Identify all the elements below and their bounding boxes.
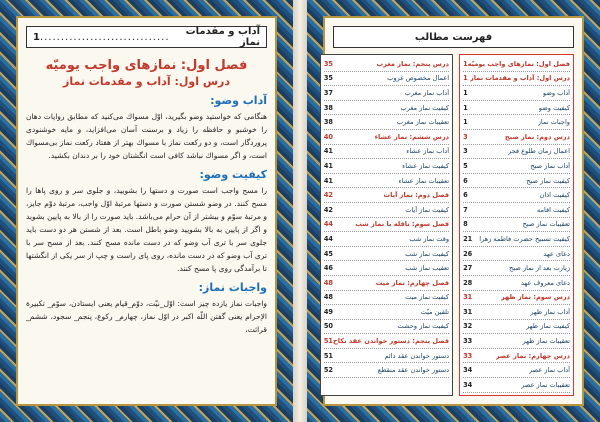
toc-entry-page: 5 xyxy=(463,161,468,170)
toc-entry[interactable] xyxy=(463,363,570,378)
toc-entry-title: فصل سوم: نافله با نماز شب xyxy=(355,220,450,229)
toc-entry-page: 1 xyxy=(463,118,468,127)
page-header-dots: ............................... xyxy=(39,31,170,43)
toc-entry[interactable] xyxy=(463,276,570,291)
toc-entry-page: 38 xyxy=(323,103,333,112)
toc-entry[interactable] xyxy=(324,72,449,87)
toc-entry-page: 38 xyxy=(323,118,333,127)
lesson-content xyxy=(26,54,267,396)
toc-entry-page: 37 xyxy=(323,88,333,97)
toc-entry[interactable] xyxy=(463,232,570,247)
toc-entry[interactable] xyxy=(463,247,570,262)
toc-entry-title: تعقيبات نماز ظهر xyxy=(522,337,570,346)
toc-entry-page: 28 xyxy=(463,278,473,287)
toc-entry[interactable] xyxy=(324,232,449,247)
toc-entry[interactable] xyxy=(324,305,449,320)
toc-entry[interactable] xyxy=(324,276,449,291)
toc-entry[interactable] xyxy=(463,115,570,130)
toc-entry[interactable] xyxy=(324,174,449,189)
toc-entry[interactable] xyxy=(463,203,570,218)
section-text-prayer-obligations: واجبات نماز يازده چيز است: اوّل_نيّت، دوّم_قيام يعنی ايستادن، سوّم_ تكبيرة الإحرام يعنی گفتن اللّه اكبر در اوّل نماز، چهارم_ ركوع، پنجم_ سجود، ششم_ قرائت، xyxy=(26,299,267,334)
toc-entry-title: آداب نماز عصر xyxy=(528,366,570,375)
toc-entry[interactable] xyxy=(324,130,449,145)
toc-entry[interactable] xyxy=(324,57,449,72)
toc-entry-page: 50 xyxy=(323,322,333,331)
toc-entry-title: آداب نماز عشاء xyxy=(406,147,450,156)
toc-entry-title: كيفيت نماز آيات xyxy=(405,205,450,214)
toc-entry-title: تلقين ميّت xyxy=(420,307,450,316)
toc-entry-title: آداب نماز ظهر xyxy=(530,307,570,316)
toc-entry-title: دعای معروف عهد xyxy=(520,278,570,287)
toc-entry-title: تعقيبات نماز مغرب xyxy=(396,118,450,127)
toc-entry-title: تعقيبات نماز عصر xyxy=(521,380,570,389)
toc-entry[interactable] xyxy=(324,363,449,378)
toc-entry-page: 3 xyxy=(463,147,468,156)
toc-entry-title: كيفيت اذان xyxy=(539,191,570,200)
toc-entry-title: دستور خواندن عقد دائم xyxy=(384,351,450,360)
toc-entry[interactable] xyxy=(324,115,449,130)
toc-entry[interactable] xyxy=(463,130,570,145)
toc-entry-title: كيفيت نماز وحشت xyxy=(397,322,450,331)
toc-entry-page: 7 xyxy=(463,205,468,214)
toc-entry-page: 35 xyxy=(323,74,333,83)
toc-entry-page: 34 xyxy=(463,380,473,389)
toc-entry-title: تعقيب نماز شب xyxy=(405,264,450,273)
toc-entry-title: كيفيت نماز ظهر xyxy=(526,322,570,331)
toc-entry[interactable] xyxy=(324,86,449,101)
toc-entry[interactable] xyxy=(324,145,449,160)
toc-entry-page: 41 xyxy=(323,161,333,170)
toc-entry-page: 31 xyxy=(463,293,473,302)
toc-entry[interactable] xyxy=(463,291,570,306)
toc-entry-page: 31 xyxy=(463,307,473,316)
toc-entry-title: زيارت بعد از نماز صبح xyxy=(509,264,570,273)
toc-entry[interactable] xyxy=(324,159,449,174)
toc-entry[interactable] xyxy=(324,218,449,233)
toc-entry-page: 1 xyxy=(463,59,468,68)
toc-column-left xyxy=(320,54,453,396)
section-title-wudu-method: كيفيت وضو: xyxy=(199,168,267,181)
toc-entry-page: 1 xyxy=(463,88,468,97)
section-text-wudu-etiquette: هنگامی كه خواستيد وضو بگيريد، اوّل مسواك می‌كنيد كه مطابق روايات دهان را خوشبو و حافظه را زياد و برسنت آسان می‌افزايد، و مايه خوشنودی پروردگار است، و دو ركعت نماز با مسواك بهتر از هفتاد ركعت نماز بی‌مسواك است، و اگر مسواك نباشد كافی است انگشتان خود را بر دندان بكشيد. xyxy=(26,112,267,160)
toc-entry-title: فصل پنجم: دستور خواندن عقد نكاح xyxy=(333,337,450,346)
section-text-wudu-method: را مسح واجب است صورت و دستها را بشوييد، و جلوی سر و روی پاها را مسح كنند. در وضو شستن صورت و دستها مرتبهٔ اوّل واجب، مرتبهٔ دوّم جايز، و مرتبهٔ سوّم و بيشتر از آن حرام می‌باشد. بايد صورت را از بالا به پايين بشويد و اگر از پايين به بالا بشوييد وضو باطل است. بعد از شستن هر دو دست بايد جلوی سر با تری آب وضو كه در دست مانده مسح كنند. بعد از مسح سر با تری آب وضو كه در دست مانده، روی پای راست و چپ از سر يكی از انگشتها تا برآمدگی روی پا مسح كنند. xyxy=(26,186,267,273)
toc-entry[interactable] xyxy=(324,247,449,262)
toc-entry[interactable] xyxy=(463,174,570,189)
toc-entry-title: كيفيت نماز مغرب xyxy=(400,103,450,112)
toc-entry-title: درس اول: آداب و مقدمات نماز xyxy=(469,74,570,83)
toc-entry-title: آداب وضو xyxy=(542,88,570,97)
toc-entry-page: 45 xyxy=(323,249,333,258)
toc-entry-title: دعای عهد xyxy=(543,249,570,258)
toc-entry-title: اعمال مخصوص غروب xyxy=(387,74,450,83)
toc-entry[interactable] xyxy=(463,305,570,320)
toc-entry[interactable] xyxy=(324,334,449,349)
toc-entry-page: 8 xyxy=(463,220,468,229)
toc-entry[interactable] xyxy=(463,334,570,349)
section-title-prayer-obligations: واجبات نماز: xyxy=(198,281,267,294)
toc-title: فهرست مطالب xyxy=(414,31,493,43)
toc-entry[interactable] xyxy=(324,291,449,306)
toc-entry-page: 27 xyxy=(463,264,473,273)
toc-entry-title: فصل دوم: نماز آيات xyxy=(383,191,450,200)
toc-entry[interactable] xyxy=(463,188,570,203)
page-header-title: آداب و مقدمات نماز xyxy=(185,26,260,48)
toc-entry-page: 48 xyxy=(323,293,333,302)
toc-entry-page: 6 xyxy=(463,191,468,200)
toc-entry[interactable] xyxy=(463,159,570,174)
toc-entry-title: كيفيت تسبيح حضرت فاطمه زهرا xyxy=(479,234,570,243)
toc-columns xyxy=(323,54,574,396)
toc-entry[interactable] xyxy=(324,203,449,218)
toc-entry-title: كيفيت نماز عشاء xyxy=(402,161,450,170)
toc-entry[interactable] xyxy=(324,320,449,335)
toc-entry-page: 48 xyxy=(323,278,333,287)
toc-entry[interactable] xyxy=(463,378,570,393)
toc-entry-title: دستور خواندن عقد منقطع xyxy=(377,366,450,375)
lesson-subtitle: درس اول: آداب و مقدمات نماز xyxy=(63,75,230,88)
toc-entry-page: 32 xyxy=(463,322,473,331)
toc-entry-title: كيفيت وضو xyxy=(538,103,570,112)
toc-entry-page: 33 xyxy=(463,351,473,360)
toc-entry-page: 33 xyxy=(463,337,473,346)
toc-entry-page: 6 xyxy=(463,176,468,185)
toc-entry-title: فصل چهارم: نماز ميت xyxy=(375,278,450,287)
toc-entry-title: درس پنجم: نماز مغرب xyxy=(376,59,450,68)
toc-entry-title: درس دوم: نماز صبح xyxy=(504,132,570,141)
toc-page xyxy=(307,0,600,422)
toc-entry-page: 41 xyxy=(323,147,333,156)
toc-entry[interactable] xyxy=(463,261,570,276)
toc-entry-title: واجبات نماز xyxy=(537,118,570,127)
lesson-page xyxy=(0,0,293,422)
toc-entry[interactable] xyxy=(463,320,570,335)
toc-entry-title: كيفيت اقامه xyxy=(536,205,570,214)
chapter-title: فصل اول: نمازهای واجب يوميّه xyxy=(45,58,248,73)
toc-entry-title: درس ششم: نماز عشاء xyxy=(374,132,450,141)
toc-entry-page: 34 xyxy=(463,366,473,375)
toc-entry[interactable] xyxy=(463,218,570,233)
toc-entry-title: اعمال زمان طلوع فجر xyxy=(507,147,570,156)
toc-entry-page: 49 xyxy=(323,307,333,316)
toc-entry[interactable] xyxy=(463,57,570,72)
toc-entry-title: كيفيت نماز صبح xyxy=(526,176,570,185)
toc-entry-page: 1 xyxy=(463,103,468,112)
toc-entry-page: 42 xyxy=(323,191,333,200)
toc-entry-page: 42 xyxy=(323,205,333,214)
toc-entry-page: 3 xyxy=(463,132,468,141)
toc-entry-title: وقت نماز شب xyxy=(409,234,450,243)
toc-entry-title: كيفيت نماز ميت xyxy=(405,293,450,302)
book-gutter xyxy=(293,0,307,422)
toc-entry[interactable] xyxy=(463,86,570,101)
toc-header xyxy=(333,26,574,48)
toc-entry-page: 51 xyxy=(323,337,333,346)
page-number: 1 xyxy=(33,31,40,43)
toc-entry[interactable] xyxy=(463,72,570,87)
toc-entry-page: 1 xyxy=(463,74,468,83)
toc-entry-page: 26 xyxy=(463,249,473,258)
toc-entry[interactable] xyxy=(324,188,449,203)
toc-entry-title: آداب نماز مغرب xyxy=(404,88,450,97)
toc-entry-page: 40 xyxy=(323,132,333,141)
toc-entry[interactable] xyxy=(324,261,449,276)
toc-entry-page: 46 xyxy=(323,264,333,273)
toc-entry-title: درس چهارم: نماز عصر xyxy=(495,351,570,360)
toc-entry-page: 51 xyxy=(323,351,333,360)
toc-entry[interactable] xyxy=(463,101,570,116)
toc-entry-page: 41 xyxy=(323,176,333,185)
toc-entry-page: 44 xyxy=(323,234,333,243)
toc-entry-title: فصل اول: نمازهای واجب يوميّه xyxy=(467,59,570,68)
toc-entry-title: درس سوم: نماز ظهر xyxy=(500,293,570,302)
toc-entry-title: تعقيبات نماز صبح xyxy=(522,220,570,229)
page-body xyxy=(16,16,277,406)
toc-column-right xyxy=(459,54,574,396)
toc-entry[interactable] xyxy=(463,145,570,160)
toc-entry-page: 52 xyxy=(323,366,333,375)
toc-entry-title: آداب نماز صبح xyxy=(530,161,570,170)
section-title-wudu-etiquette: آداب وضو: xyxy=(210,94,267,107)
toc-entry[interactable] xyxy=(463,349,570,364)
page-body xyxy=(323,16,584,406)
toc-entry-title: كيفيت نماز شب xyxy=(405,249,450,258)
toc-entry-title: تعقيبات نماز عشاء xyxy=(398,176,450,185)
toc-entry-page: 44 xyxy=(323,220,333,229)
toc-entry[interactable] xyxy=(324,349,449,364)
page-header xyxy=(26,26,267,48)
toc-entry-page: 21 xyxy=(463,234,473,243)
toc-entry[interactable] xyxy=(324,101,449,116)
toc-entry-page: 35 xyxy=(323,59,333,68)
